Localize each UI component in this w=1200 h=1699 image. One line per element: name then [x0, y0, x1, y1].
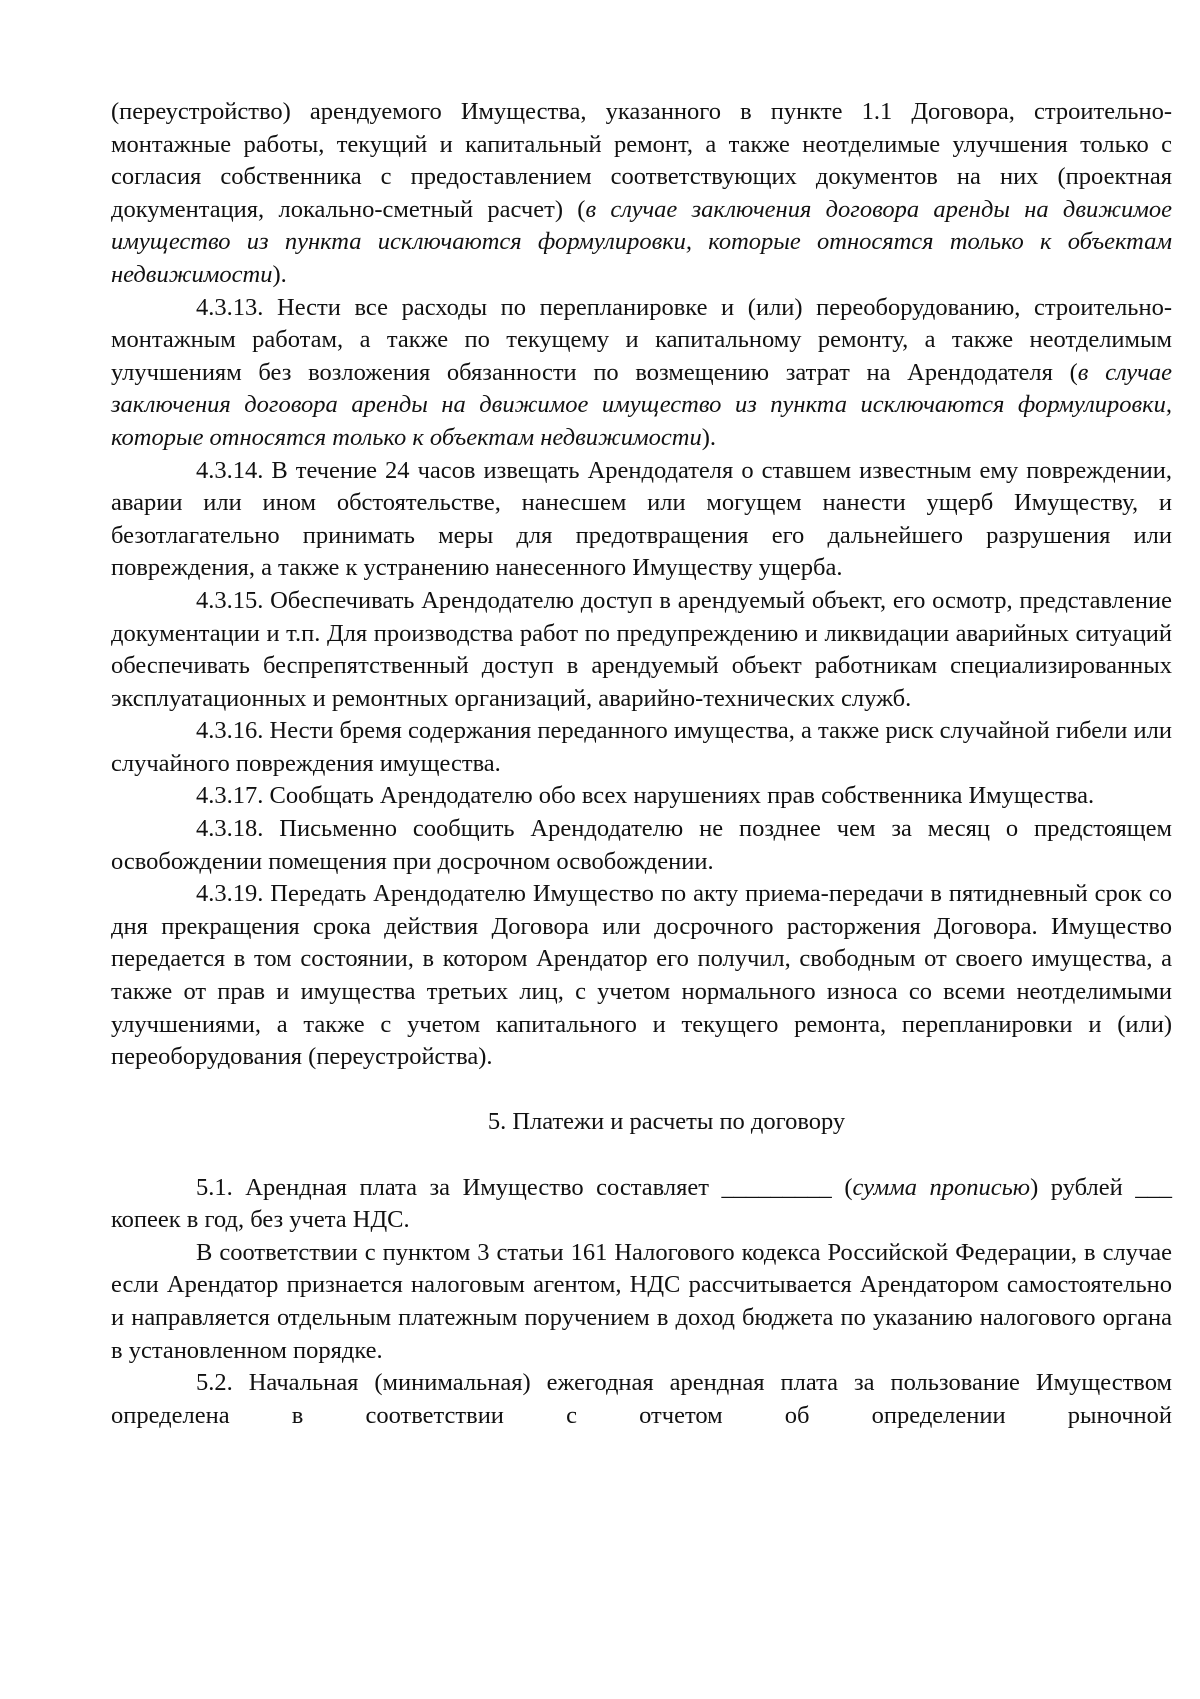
clause-4-3-16: 4.3.16. Нести бремя содержания переданного имущества, а также риск случайной гибели или случайного повреждения имущества. — [111, 717, 1172, 777]
clause-4-3-17: 4.3.17. Сообщать Арендодателю обо всех нарушениях прав собственника Имущества. — [196, 782, 1095, 810]
clause-4-3-19: 4.3.19. Передать Арендодателю Имущество по акту приема-передачи в пятидневный срок со дня прекращения срока действия Договора или досрочного расторжения Договора. Имущество передается в том состоянии, в котором Арендатор его получил, свободным от своего имущества, а также от прав и имущества третьих лиц, с учетом нормального износа со всеми неотделимыми улучшениями, а также с учетом капитального и текущего ремонта, перепланировки и (или) переоборудования (переустройства). — [111, 880, 1172, 1071]
paragraph-continuation — [111, 96, 1172, 292]
blank-line — [111, 1074, 1172, 1107]
clause-4-3-15: 4.3.15. Обеспечивать Арендодателю доступ в арендуемый объект, его осмотр, представление документации и т.п. Для производства работ по предупреждению и ликвидации аварийных ситуаций обеспечивать беспрепятственный доступ в арендуемый объект работникам специализированных эксплуатационных и ремонтных организаций, аварийно-технических служб. — [111, 586, 1172, 712]
clause-text-end: ) рублей ___ копеек в год, без учета НДС. — [111, 1173, 1172, 1234]
document-page — [111, 96, 1172, 1432]
clause-4-3-18: 4.3.18. Письменно сообщить Арендодателю не позднее чем за месяц о предстоящем освобождении помещения при досрочном освобождении. — [111, 815, 1172, 875]
clause-5-1 — [111, 1172, 1172, 1237]
italic-note: в случае заключения договора аренды на движимое имущество из пункта исключаются формулировки, которые относятся только к объектам недвижимости — [111, 195, 1172, 288]
clause-5-2: 5.2. Начальная (минимальная) ежегодная арендная плата за пользование Имуществом определена в соответствии с отчетом об определении рыночной — [111, 1369, 1172, 1429]
vat-paragraph: В соответствии с пунктом 3 статьи 161 Налогового кодекса Российской Федерации, в случае если Арендатор признается налоговым агентом, НДС рассчитывается Арендатором самостоятельно и направляется отдельным платежным поручением в доход бюджета по указанию налогового органа в установленном порядке. — [111, 1238, 1172, 1364]
clause-4-3-13 — [111, 292, 1172, 455]
section-5-heading: 5. Платежи и расчеты по договору — [487, 1108, 846, 1136]
clause-text-end: ). — [701, 423, 717, 451]
clause-4-3-14: 4.3.14. В течение 24 часов извещать Арендодателя о ставшем известным ему повреждении, аварии или ином обстоятельстве, нанесшем или могущем нанести ущерб Имуществу, и безотлагательно принимать меры для предотвращения его дальнейшего разрушения или повреждения, а также к устранению нанесенного Имуществу ущерба. — [111, 456, 1172, 582]
paragraph-text: (переустройство) арендуемого Имущества, указанного в пункте 1.1 Договора, строительно-монтажные работы, текущий и капитальный ремонт, а также неотделимые улучшения только с согласия собственника с предоставлением соответствующих документов на них (проектная документация, локально-сметный расчет) ( — [111, 98, 1172, 223]
italic-note: в случае заключения договора аренды на движимое имущество из пункта исключаются формулировки, которые относятся только к объектам недвижимости — [111, 358, 1172, 451]
italic-placeholder: сумма прописью — [852, 1173, 1031, 1201]
paragraph-text-end: ). — [272, 260, 287, 288]
blank-line — [111, 1139, 1172, 1172]
clause-text: 5.1. Арендная плата за Имущество составляет _________ ( — [196, 1173, 853, 1201]
clause-text: 4.3.13. Нести все расходы по перепланировке и (или) переоборудованию, строительно-монтажным работам, а также по текущему и капитальному ремонту, а также неотделимым улучшениям без возложения обязанности по возмещению затрат на Арендодателя ( — [111, 293, 1172, 386]
